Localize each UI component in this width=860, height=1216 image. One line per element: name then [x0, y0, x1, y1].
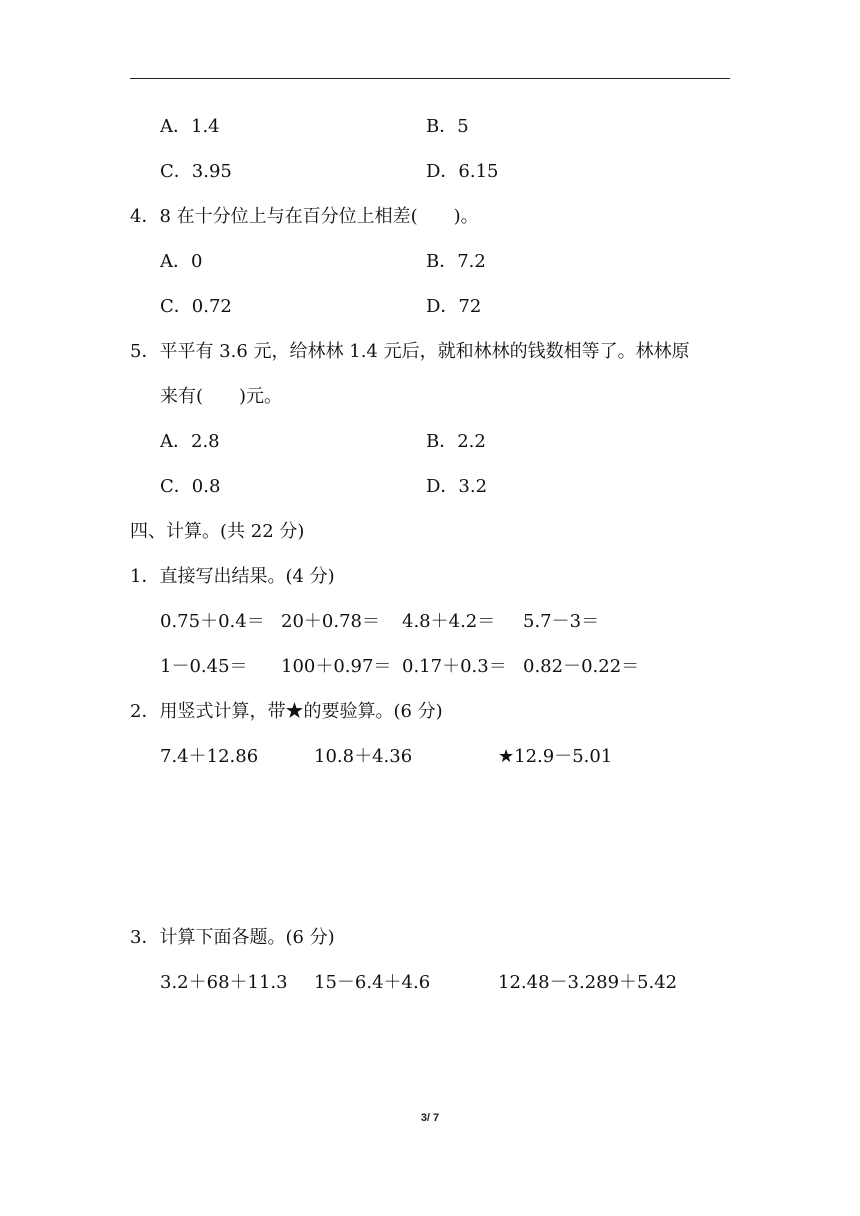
vertical-calc-item-verify: ★12.9－5.01 [498, 746, 613, 767]
q3-option-b: B．5 [426, 116, 469, 137]
q4-option-d: D．72 [426, 296, 482, 317]
oral-calc-item: 4.8＋4.2＝ [402, 611, 496, 632]
part3-title: 3．计算下面各题。(6 分) [130, 927, 335, 948]
q3-option-c: C．3.95 [160, 161, 232, 182]
oral-calc-item: 100＋0.97＝ [281, 656, 392, 677]
part1-title: 1．直接写出结果。(4 分) [130, 566, 335, 587]
oral-calc-item: 0.75＋0.4＝ [160, 611, 265, 632]
q5-stem-line1: 5．平平有 3.6 元，给林林 1.4 元后，就和林林的钱数相等了。林林原 [130, 341, 690, 362]
q4-stem: 4．8 在十分位上与在百分位上相差( )。 [130, 206, 479, 227]
oral-calc-item: 1－0.45＝ [160, 656, 248, 677]
part2-title: 2．用竖式计算，带★的要验算。(6 分) [130, 701, 443, 722]
oral-calc-item: 20＋0.78＝ [281, 611, 380, 632]
oral-calc-item: 0.17＋0.3＝ [402, 656, 507, 677]
calc-item: 15－6.4＋4.6 [314, 972, 431, 993]
q5-option-c: C．0.8 [160, 476, 221, 497]
calc-item: 12.48－3.289＋5.42 [498, 972, 678, 993]
q5-option-b: B．2.2 [426, 431, 486, 452]
oral-calc-item: 0.82－0.22＝ [523, 656, 640, 677]
page-number: 3/ 7 [420, 1112, 440, 1124]
section4-title: 四、计算。(共 22 分) [130, 521, 305, 542]
q3-option-d: D．6.15 [426, 161, 499, 182]
q5-option-a: A．2.8 [160, 431, 220, 452]
q4-option-c: C．0.72 [160, 296, 232, 317]
q4-option-b: B．7.2 [426, 251, 486, 272]
q3-option-a: A．1.4 [160, 116, 220, 137]
q5-option-d: D．3.2 [426, 476, 488, 497]
q4-option-a: A．0 [160, 251, 203, 272]
calc-item: 3.2＋68＋11.3 [160, 972, 288, 993]
header-rule [130, 78, 730, 79]
oral-calc-item: 5.7－3＝ [523, 611, 600, 632]
q5-stem-line2: 来有( )元。 [160, 386, 283, 407]
vertical-calc-item: 10.8＋4.36 [314, 746, 413, 767]
vertical-calc-item: 7.4＋12.86 [160, 746, 259, 767]
